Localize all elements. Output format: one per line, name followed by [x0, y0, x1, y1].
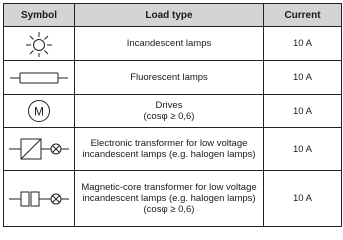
- load-type-cell: Incandescent lamps: [75, 27, 264, 61]
- incandescent-lamp-icon: [19, 30, 59, 58]
- table-header-row: [4, 4, 342, 27]
- current-cell: 10 A: [264, 61, 342, 95]
- table-row: [4, 171, 342, 227]
- electronic-transformer-icon: [7, 134, 71, 164]
- load-type-cell: Drives (cosφ ≥ 0,6): [75, 95, 264, 128]
- load-type-table: [3, 3, 342, 227]
- symbol-cell: [4, 61, 75, 95]
- load-type-cell: Fluorescent lamps: [75, 61, 264, 95]
- symbol-column-header: Symbol: [4, 4, 75, 27]
- current-cell: 10 A: [264, 171, 342, 227]
- symbol-cell: [4, 171, 75, 227]
- load-type-cell: Electronic transformer for low voltage incandescent lamps (e.g. halogen lamps): [75, 128, 264, 171]
- table-row: [4, 61, 342, 95]
- current-cell: 10 A: [264, 128, 342, 171]
- current-column-header: Current: [264, 4, 342, 27]
- load-type-cell: Magnetic-core transformer for low voltage incandescent lamps (e.g. halogen lamps) (cosφ ≥ 0,6): [75, 171, 264, 227]
- fluorescent-lamp-icon: [7, 70, 71, 86]
- table-row: [4, 95, 342, 128]
- motor-icon: [25, 98, 53, 124]
- symbol-cell: [4, 27, 75, 61]
- symbol-cell: [4, 128, 75, 171]
- current-cell: 10 A: [264, 95, 342, 128]
- table-row: [4, 128, 342, 171]
- current-cell: 10 A: [264, 27, 342, 61]
- magnetic-transformer-icon: [7, 184, 71, 214]
- motor-icon-label: M: [34, 104, 44, 119]
- load-type-table-container: [3, 3, 341, 227]
- load-type-column-header: Load type: [75, 4, 264, 27]
- table-row: [4, 27, 342, 61]
- symbol-cell: [4, 95, 75, 128]
